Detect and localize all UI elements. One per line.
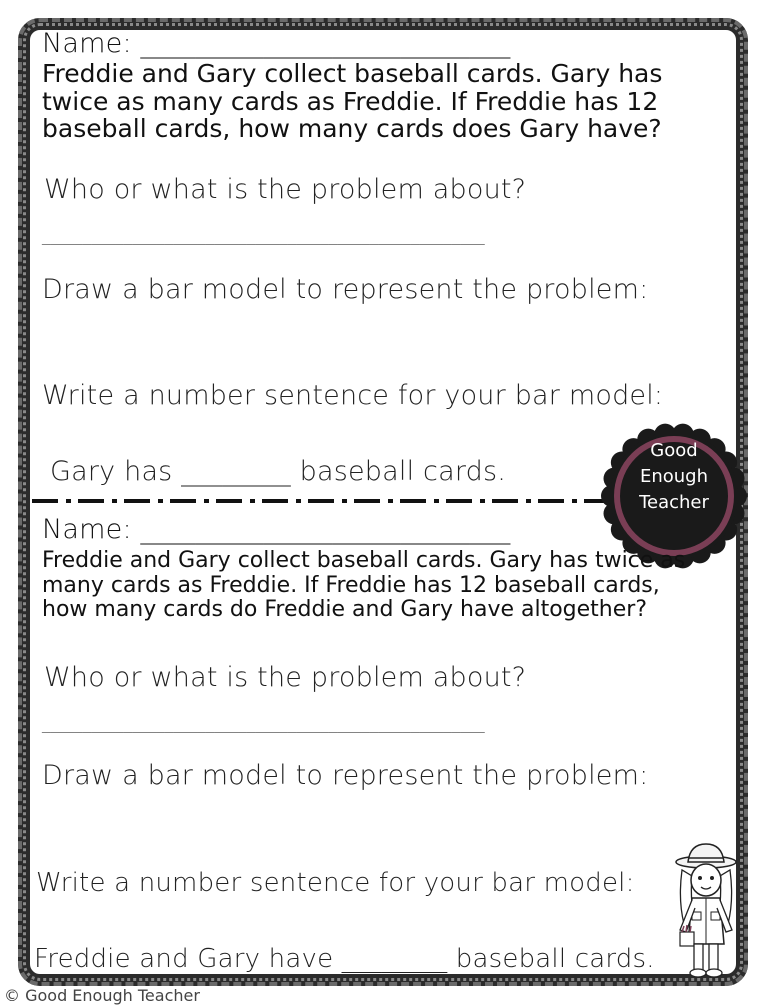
divider-dash: [78, 499, 104, 503]
divider-dot: [250, 499, 255, 503]
divider-dash: [262, 499, 288, 503]
logo-line-1: Good: [650, 440, 698, 461]
top-answer-line: ______________________________________________________: [42, 226, 485, 245]
top-question-sentence: Write a number sentence for your bar model:: [42, 380, 664, 411]
divider-dot: [112, 499, 117, 503]
divider-dot: [526, 499, 531, 503]
divider-dash: [170, 499, 196, 503]
divider-dot: [66, 499, 71, 503]
divider-dot: [342, 499, 347, 503]
divider-dot: [296, 499, 301, 503]
section-divider: [30, 494, 620, 508]
bottom-answer-line: ______________________________________________________: [42, 714, 485, 733]
divider-dot: [434, 499, 439, 503]
divider-dash: [492, 499, 518, 503]
divider-dot: [158, 499, 163, 503]
divider-dot: [388, 499, 393, 503]
divider-dash: [124, 499, 150, 503]
bottom-problem-text: Freddie and Gary collect baseball cards. Gary has twice as many cards as Freddie. If Freddie has 12 baseball cards, how many cards do Freddie and Gary have altogether?: [42, 548, 686, 623]
bottom-name-label: Name: ___________________________: [42, 514, 511, 545]
copyright-notice: © Good Enough Teacher: [4, 986, 200, 1005]
divider-dash: [538, 499, 564, 503]
bottom-question-draw: Draw a bar model to represent the problem:: [42, 760, 649, 791]
girl-explorer-illustration: [668, 840, 748, 980]
top-question-draw: Draw a bar model to represent the problem:: [42, 274, 649, 305]
divider-dash: [216, 499, 242, 503]
divider-dash: [400, 499, 426, 503]
divider-dash: [308, 499, 334, 503]
bottom-question-who: Who or what is the problem about?: [44, 662, 527, 693]
logo-line-3: Teacher: [639, 492, 709, 513]
logo-line-2: Enough: [639, 466, 709, 487]
divider-dot: [572, 499, 577, 503]
divider-dot: [480, 499, 485, 503]
divider-dash: [32, 499, 58, 503]
divider-dot: [204, 499, 209, 503]
divider-dash: [354, 499, 380, 503]
divider-dash: [446, 499, 472, 503]
top-name-label: Name: ___________________________: [42, 28, 511, 59]
top-answer-sentence: Gary has ________ baseball cards.: [50, 456, 507, 487]
bottom-answer-sentence: Freddie and Gary have ________ baseball cards.: [34, 944, 655, 974]
top-question-who: Who or what is the problem about?: [44, 174, 527, 205]
top-problem-text: Freddie and Gary collect baseball cards. Gary has twice as many cards as Freddie. If Freddie has 12 baseball cards, how many cards does Gary have?: [42, 59, 663, 143]
bottom-question-sentence: Write a number sentence for your bar model:: [36, 868, 635, 898]
